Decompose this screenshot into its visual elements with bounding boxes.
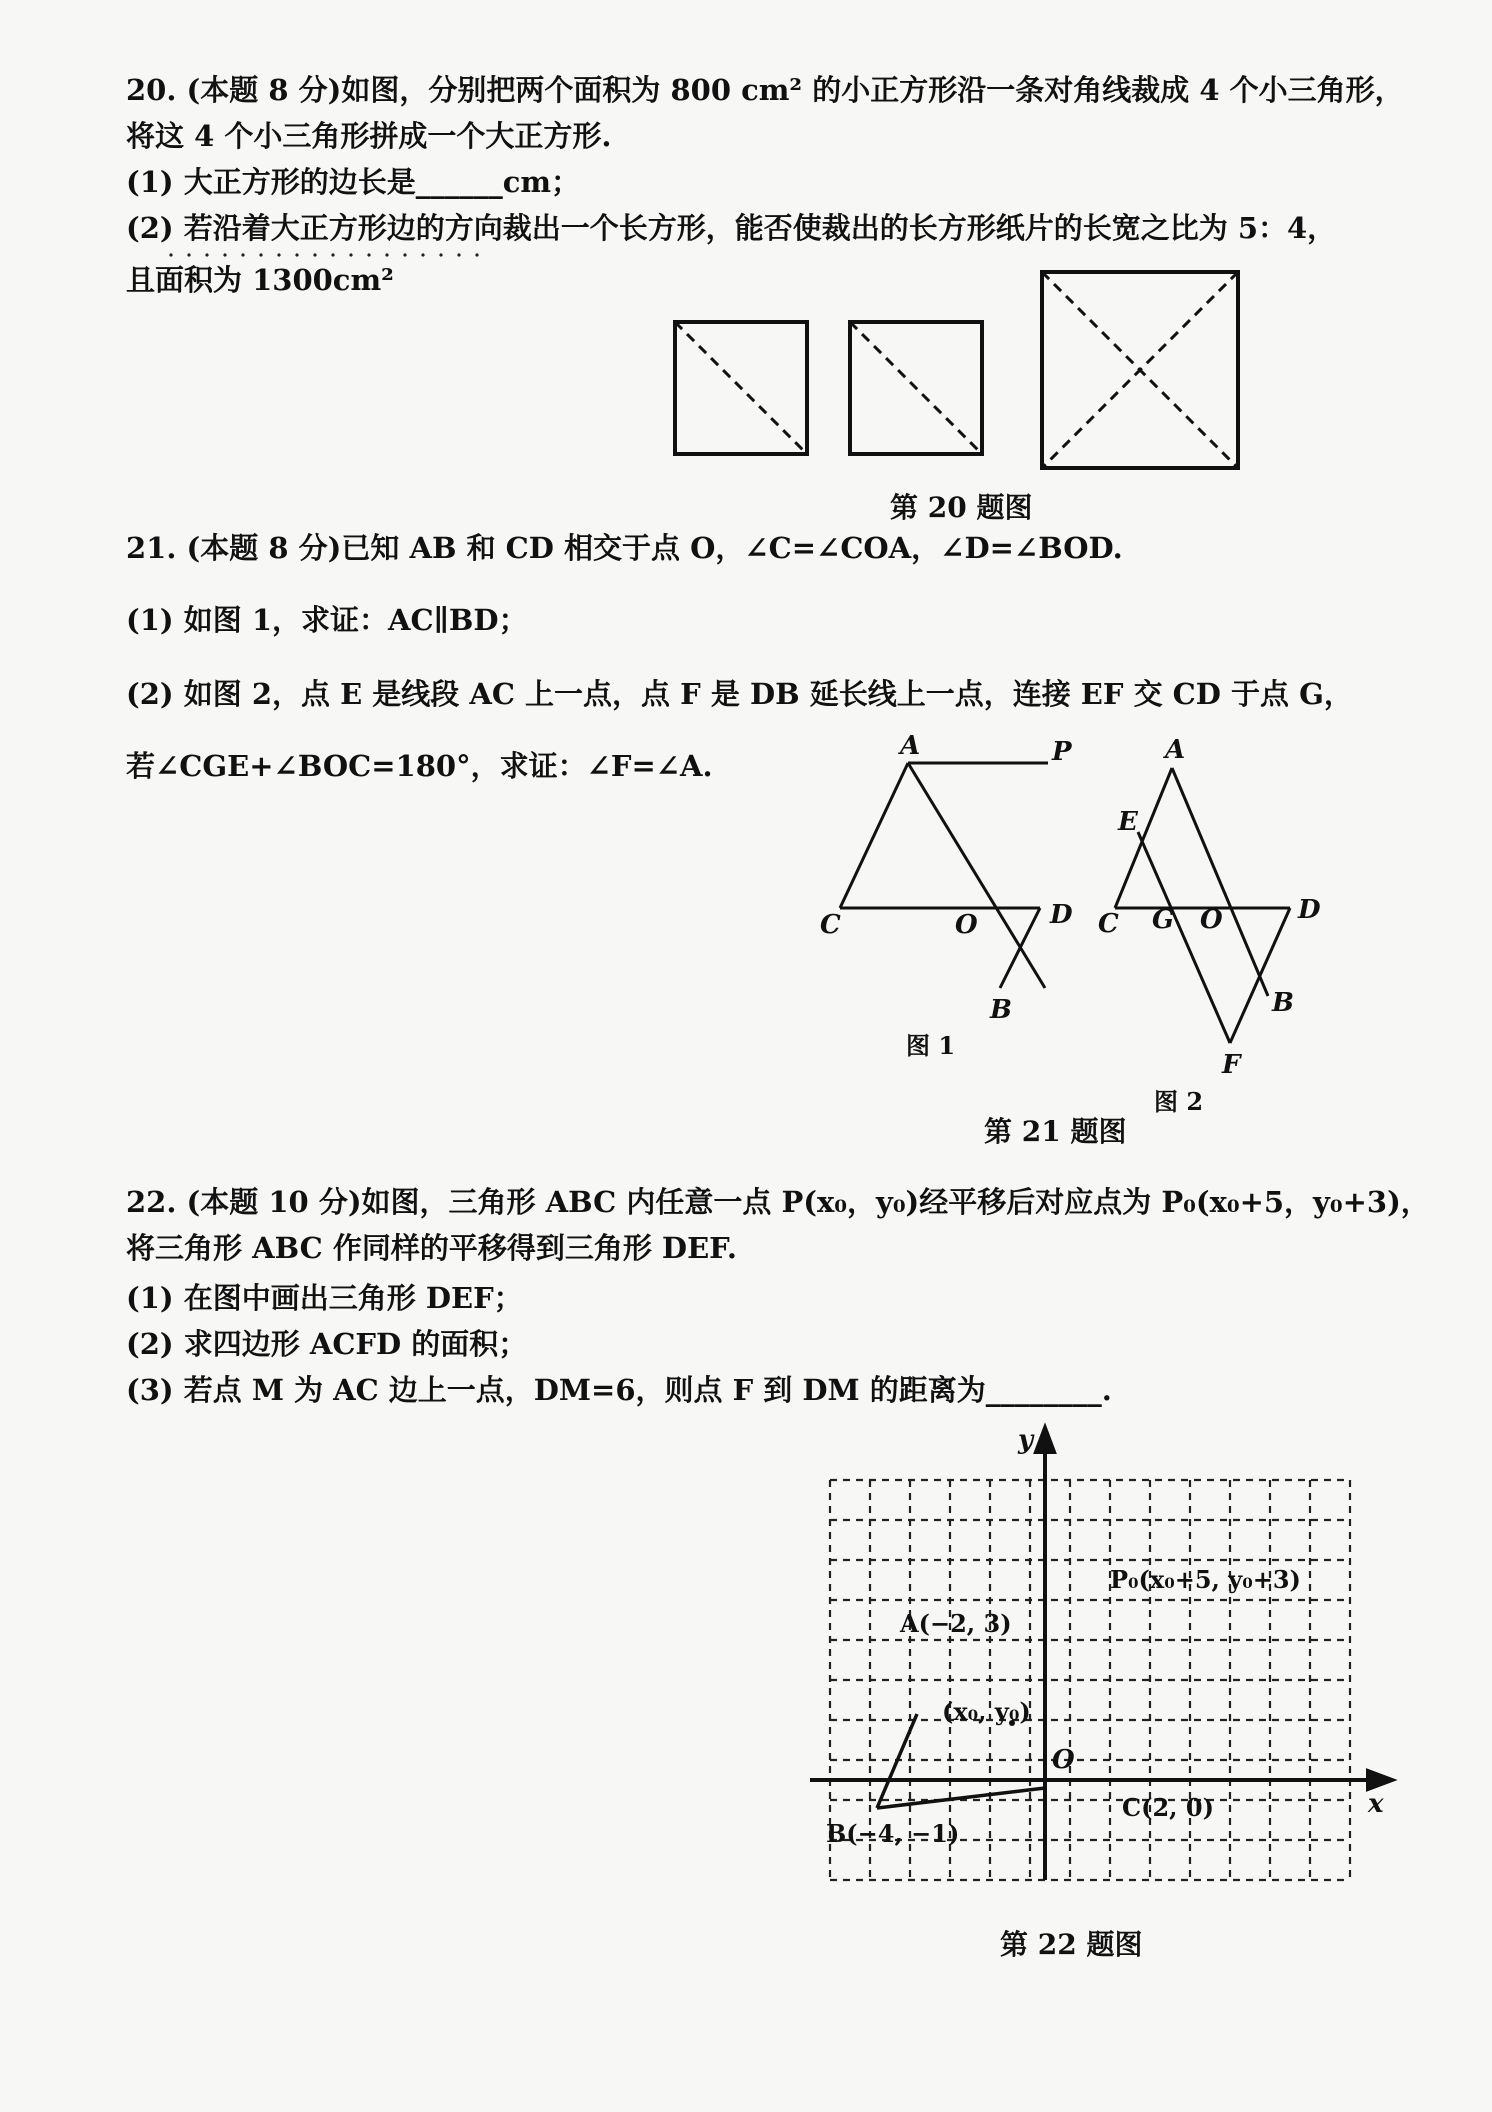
diagonal-2 xyxy=(850,322,982,454)
fig1-label-o: O xyxy=(955,910,978,940)
side-bc xyxy=(877,1788,1045,1808)
fig1-label-p: P xyxy=(1052,737,1072,767)
label-p: (x₀, y₀) xyxy=(942,1697,1031,1726)
origin-label: O xyxy=(1052,1745,1075,1775)
q20-line-3: (1) 大正方形的边长是______cm； xyxy=(126,165,581,199)
q22-line-2: 将三角形 ABC 作同样的平移得到三角形 DEF. xyxy=(126,1231,737,1265)
fig2-label-o: O xyxy=(1200,905,1223,935)
q22-line-1: 22. (本题 10 分)如图，三角形 ABC 内任意一点 P(x₀，y₀)经平移后对应点为 P₀(x₀+5，y₀+3)， xyxy=(126,1185,1430,1219)
q22-caption: 第 22 题图 xyxy=(1000,1928,1143,1961)
q22-line-3: (1) 在图中画出三角形 DEF； xyxy=(126,1281,523,1315)
q21-figures xyxy=(820,718,1380,1118)
fig1-label-d: D xyxy=(1050,900,1073,930)
q20-line-2: 将这 4 个小三角形拼成一个大正方形. xyxy=(126,119,612,153)
fig1-label-b: B xyxy=(990,995,1012,1025)
q21-line-1: 21. (本题 8 分)已知 AB 和 CD 相交于点 O，∠C=∠COA，∠D=∠BOD. xyxy=(126,531,1123,565)
y-axis-arrow xyxy=(1036,1428,1054,1452)
label-a: A(−2, 3) xyxy=(900,1609,1012,1638)
y-axis-label: y xyxy=(1018,1425,1034,1455)
q22-line-5: (3) 若点 M 为 AC 边上一点，DM=6，则点 F 到 DM 的距离为________. xyxy=(126,1373,1112,1407)
fig1-caption: 图 1 xyxy=(906,1031,956,1060)
x-axis-label: x xyxy=(1368,1789,1384,1819)
fig2-label-b: B xyxy=(1272,988,1294,1018)
fig1-label-a: A xyxy=(900,731,921,761)
label-c: C(2, 0) xyxy=(1122,1793,1214,1822)
q20-line-1: 20. (本题 8 分)如图，分别把两个面积为 800 cm² 的小正方形沿一条对角线裁成 4 个小三角形， xyxy=(126,73,1404,107)
q22-line-4: (2) 求四边形 ACFD 的面积； xyxy=(126,1327,528,1361)
label-b: B(−4, −1) xyxy=(826,1819,960,1848)
fig2-label-d: D xyxy=(1298,895,1321,925)
q21-line-2: (1) 如图 1，求证：AC∥BD； xyxy=(126,603,528,637)
fig2-label-c: C xyxy=(1098,909,1119,939)
q21-line-4: 若∠CGE+∠BOC=180°，求证：∠F=∠A. xyxy=(126,749,713,783)
q20-caption: 第 20 题图 xyxy=(890,491,1033,524)
fig1-label-c: C xyxy=(820,910,841,940)
q21-caption: 第 21 题图 xyxy=(984,1115,1127,1148)
q22-grid-figure xyxy=(780,1420,1400,1910)
q21-line-3: (2) 如图 2，点 E 是线段 AC 上一点，点 F 是 DB 延长线上一点，连接 EF 交 CD 于点 G， xyxy=(126,677,1353,711)
axes xyxy=(810,1428,1392,1880)
label-p0: P₀(x₀+5, y₀+3) xyxy=(1110,1565,1301,1594)
q21-figure-1 xyxy=(840,763,1048,988)
q20-line-5: 且面积为 1300cm² xyxy=(126,263,394,297)
x-axis-arrow xyxy=(1368,1771,1392,1789)
fig2-label-f: F xyxy=(1222,1050,1241,1080)
diagonal-1 xyxy=(675,322,807,454)
emphasis-dots xyxy=(162,252,492,258)
fig2-caption: 图 2 xyxy=(1154,1087,1204,1116)
q20-figure xyxy=(660,260,1260,480)
fig2-label-a: A xyxy=(1165,735,1186,765)
q20-line-4: (2) 若沿着大正方形边的方向裁出一个长方形，能否使裁出的长方形纸片的长宽之比为 5：4， xyxy=(126,211,1337,245)
fig2-label-g: G xyxy=(1152,905,1175,935)
fig2-label-e: E xyxy=(1118,807,1138,837)
